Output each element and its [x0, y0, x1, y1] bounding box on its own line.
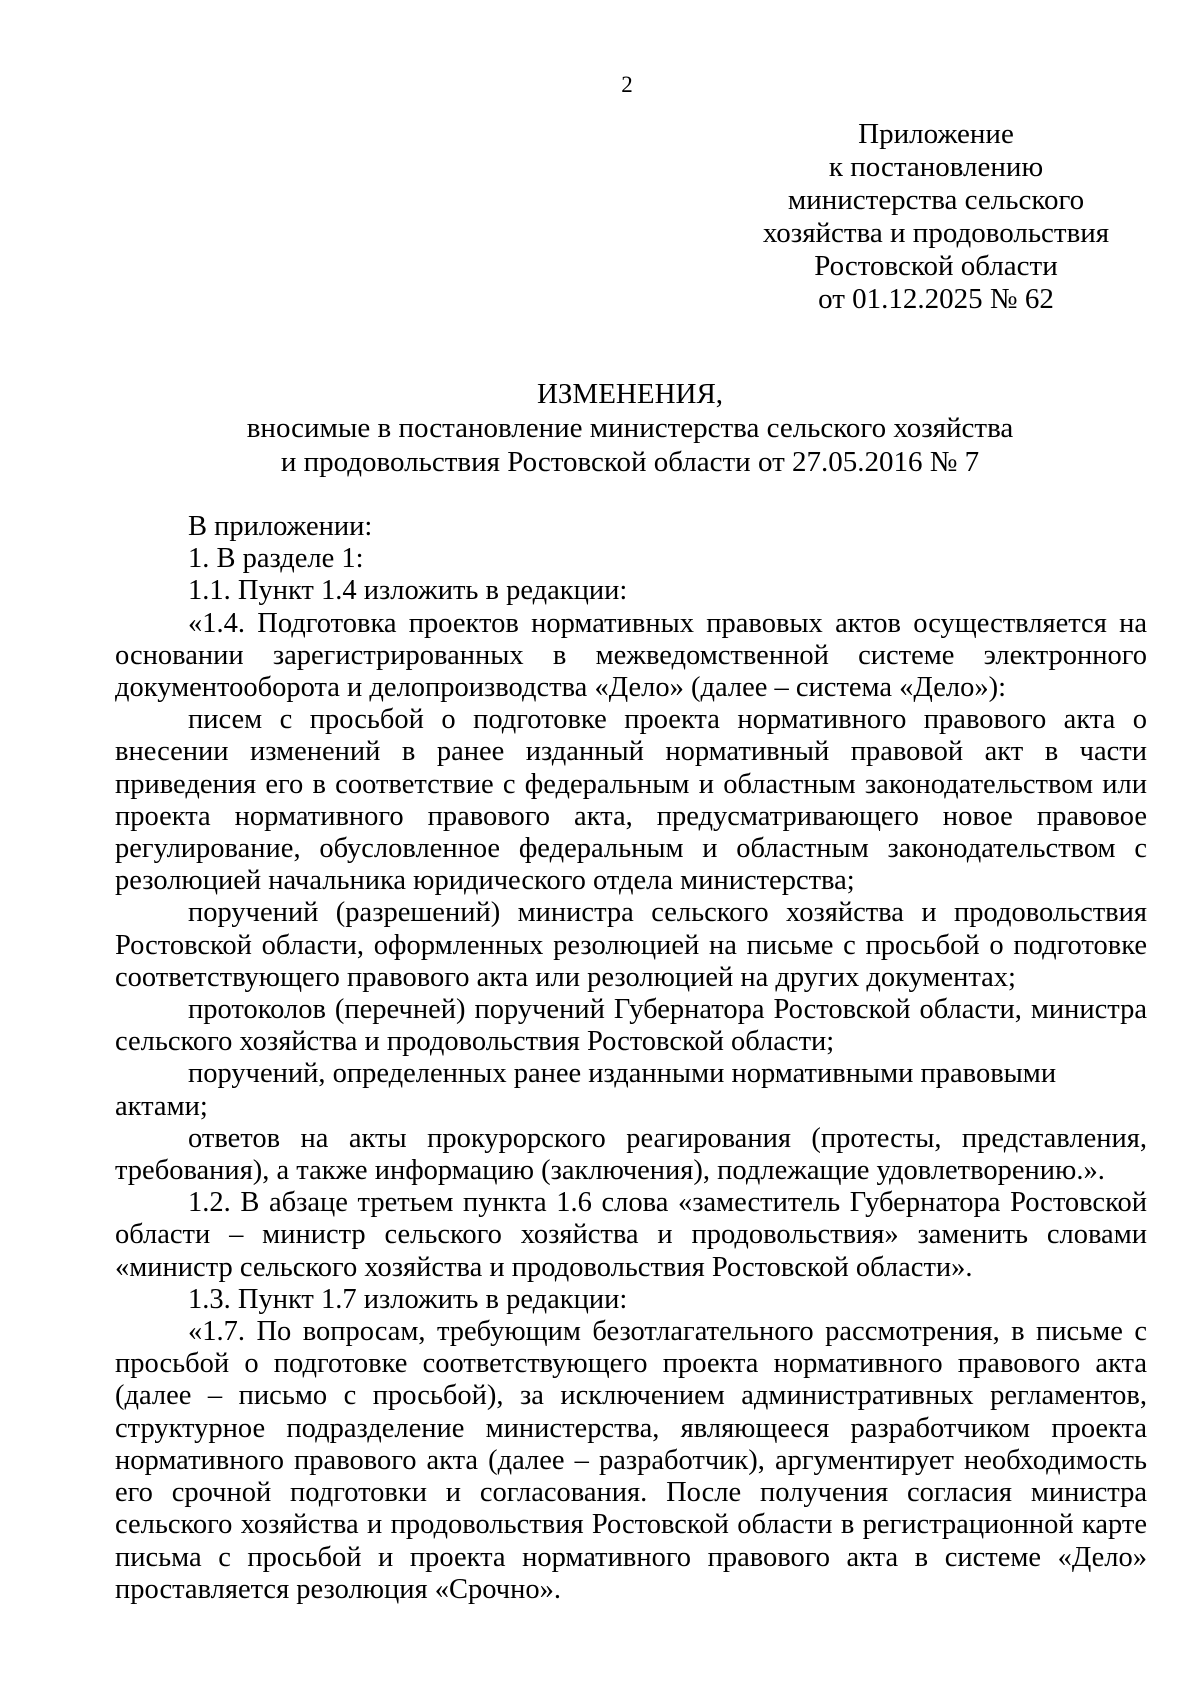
paragraph: 1.1. Пункт 1.4 изложить в редакции:: [188, 575, 628, 607]
document-subtitle: и продовольствия Ростовской области от 27.05.2016 № 7: [280, 446, 980, 478]
appendix-line: министерства сельского: [787, 184, 1085, 216]
document-heading: ИЗМЕНЕНИЯ,: [536, 378, 724, 410]
paragraph: поручений, определенных ранее изданными нормативными правовыми актами;: [115, 1058, 1057, 1122]
appendix-line: от 01.12.2025 № 62: [818, 283, 1054, 315]
paragraph: «1.7. По вопросам, требующим безотлагательного рассмотрения, в письме с просьбой о подготовке соответствующего проекта нормативного правового акта (далее – письмо с просьбой), за исключением административных регламентов, структурное подразделение министерства, являющееся разработчиком проекта нормативного правового акта (далее – разработчик), аргументирует необходимость его срочной подготовки и согласования. После получения согласия министра сельского хозяйства и продовольствия Ростовской области в регистрационной карте письма с просьбой и проекта нормативного правового акта в системе «Дело» проставляется резолюция «Срочно».: [115, 1316, 1147, 1605]
paragraph: ответов на акты прокурорского реагирования (протесты, представления, требования), а также информацию (заключения), подлежащие удовлетворению.».: [115, 1122, 1147, 1187]
document-subtitle: вносимые в постановление министерства сельского хозяйства: [246, 412, 1014, 444]
paragraph: В приложении:: [188, 511, 373, 542]
paragraph: писем с просьбой о подготовке проекта нормативного правового акта о внесении изменений в ранее изданный нормативный правовой акт в части приведения его в соответствие с федеральным и областным законодательством или проекта нормативного правового акта, предусматривающего новое правовое регулирование, обусловленное федеральным и областным законодательством с резолюцией начальника юридического отдела министерства;: [115, 704, 1147, 897]
paragraph: поручений (разрешений) министра сельского хозяйства и продовольствия Ростовской области, оформленных резолюцией на письме с просьбой о подготовке соответствующего правового акта или резолюцией на других документах;: [115, 897, 1147, 993]
page-number: 2: [621, 72, 633, 97]
paragraph: 1.3. Пункт 1.7 изложить в редакции:: [188, 1283, 628, 1315]
title-block: [115, 377, 1145, 479]
appendix-block: [744, 118, 1128, 316]
appendix-line: к постановлению: [828, 151, 1044, 183]
paragraph: протоколов (перечней) поручений Губернатора Ростовской области, министра сельского хозяйства и продовольствия Ростовской области;: [115, 994, 1147, 1058]
paragraph: «1.4. Подготовка проектов нормативных правовых актов осуществляется на основании зарегистрированных в межведомственной системе электронного документооборота и делопроизводства «Дело» (далее – система «Дело»):: [115, 607, 1147, 704]
paragraph: 1.2. В абзаце третьем пункта 1.6 слова «заместитель Губернатора Ростовской области – министр сельского хозяйства и продовольствия» заменить словами «министр сельского хозяйства и продовольствия Ростовской области».: [115, 1187, 1147, 1283]
paragraph: 1. В разделе 1:: [188, 543, 364, 575]
appendix-line: Ростовской области: [814, 250, 1058, 282]
appendix-line: Приложение: [858, 118, 1014, 150]
appendix-line: хозяйства и продовольствия: [762, 217, 1110, 249]
body-text: [115, 511, 1147, 1606]
